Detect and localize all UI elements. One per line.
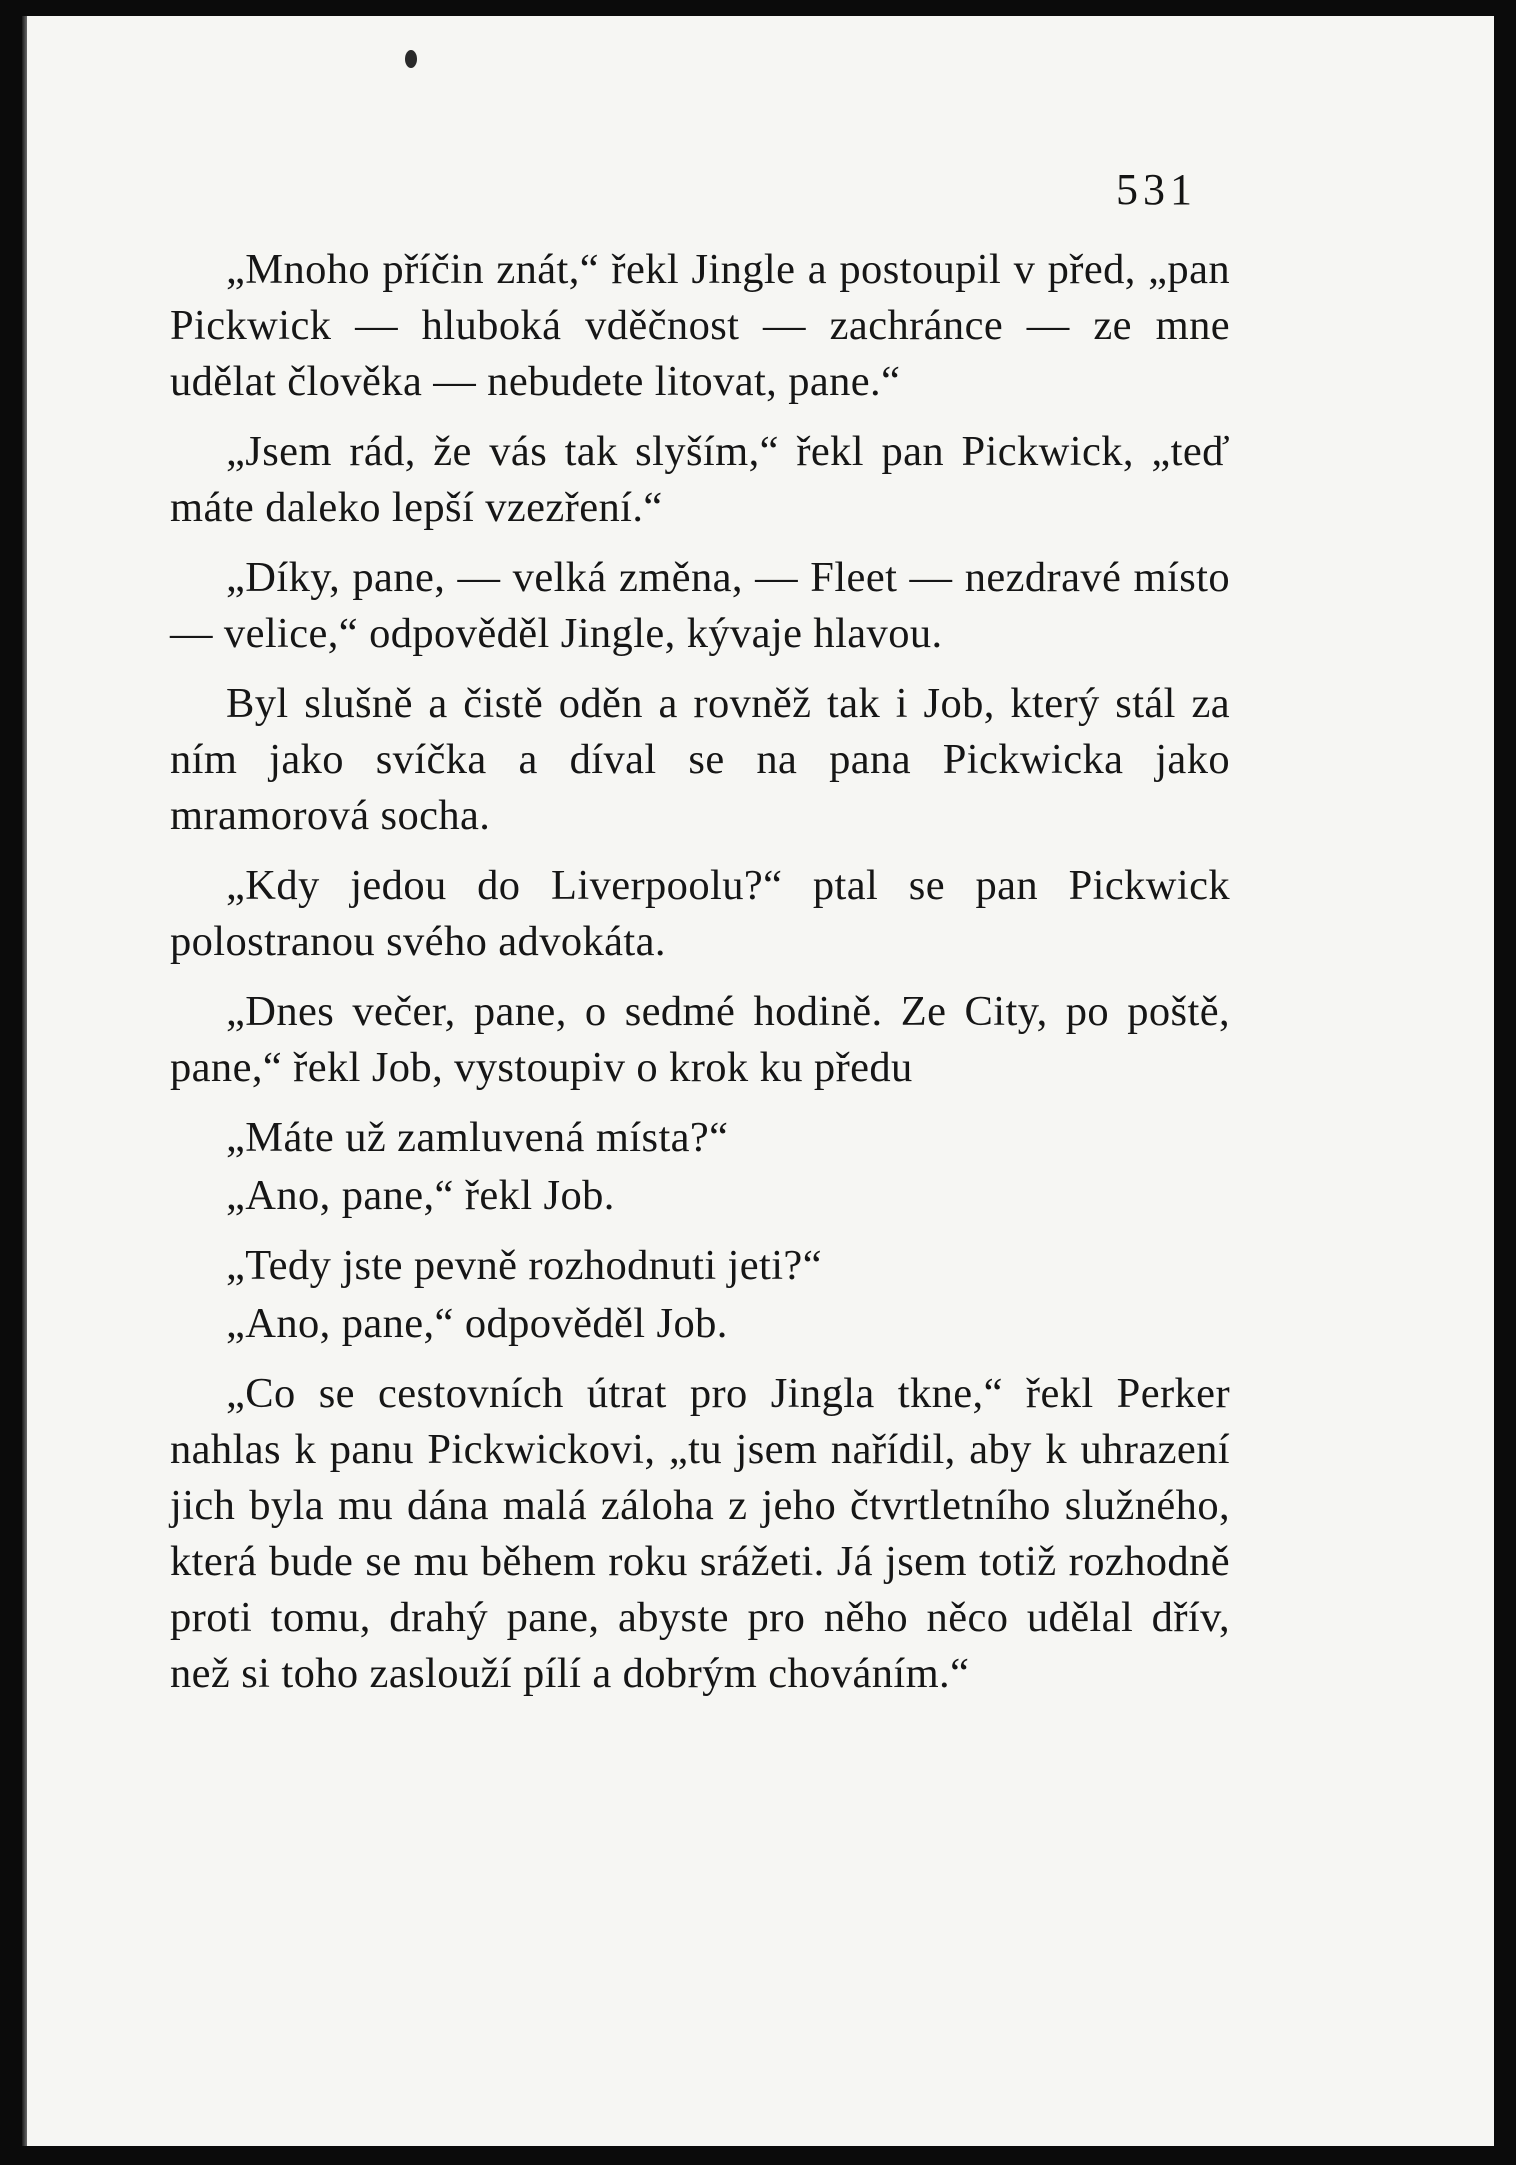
page-edge-shadow (22, 16, 27, 2146)
ink-speck (405, 50, 417, 68)
paragraph: Byl slušně a čistě oděn a rovněž tak i Job, který stál za ním jako svíčka a díval se na pana Pickwicka jako mramorová socha. (170, 680, 1230, 839)
paragraph: „Dnes večer, pane, o sedmé hodině. Ze City, po poště, pane,“ řekl Job, vystoupiv o krok ku předu (170, 988, 1230, 1091)
paragraph: „Tedy jste pevně rozhodnuti jeti?“ (226, 1242, 822, 1289)
paragraph: „Jsem rád, že vás tak slyším,“ řekl pan Pickwick, „teď máte daleko lepší vzezření.“ (170, 428, 1230, 531)
book-page (22, 16, 1494, 2146)
paragraph: „Díky, pane, — velká změna, — Fleet — nezdravé místo — velice,“ odpověděl Jingle, kývaje hlavou. (170, 554, 1230, 657)
paragraph: „Máte už zamluvená místa?“ (226, 1114, 729, 1161)
paragraph: „Co se cestovních útrat pro Jingla tkne,“ řekl Perker nahlas k panu Pickwickovi, „tu jsem nařídil, aby k uhrazení jich byla mu dána malá záloha z jeho čtvrtletního služného, která bude se mu během roku srážeti. Já jsem totiž rozhodně proti tomu, drahý pane, abyste pro něho něco udělal dřív, než si toho zaslouží pílí a dobrým chováním.“ (170, 1370, 1230, 1697)
body-text (170, 242, 1230, 1716)
paragraph: „Kdy jedou do Liverpoolu?“ ptal se pan Pickwick polostranou svého advokáta. (170, 862, 1230, 965)
paragraph: „Ano, pane,“ odpověděl Job. (226, 1300, 728, 1347)
paragraph: „Ano, pane,“ řekl Job. (226, 1172, 615, 1219)
page-number: 531 (1116, 165, 1197, 214)
paragraph: „Mnoho příčin znát,“ řekl Jingle a postoupil v před, „pan Pickwick — hluboká vděčnost — zachránce — ze mne udělat člověka — nebudete litovat, pane.“ (170, 246, 1230, 405)
